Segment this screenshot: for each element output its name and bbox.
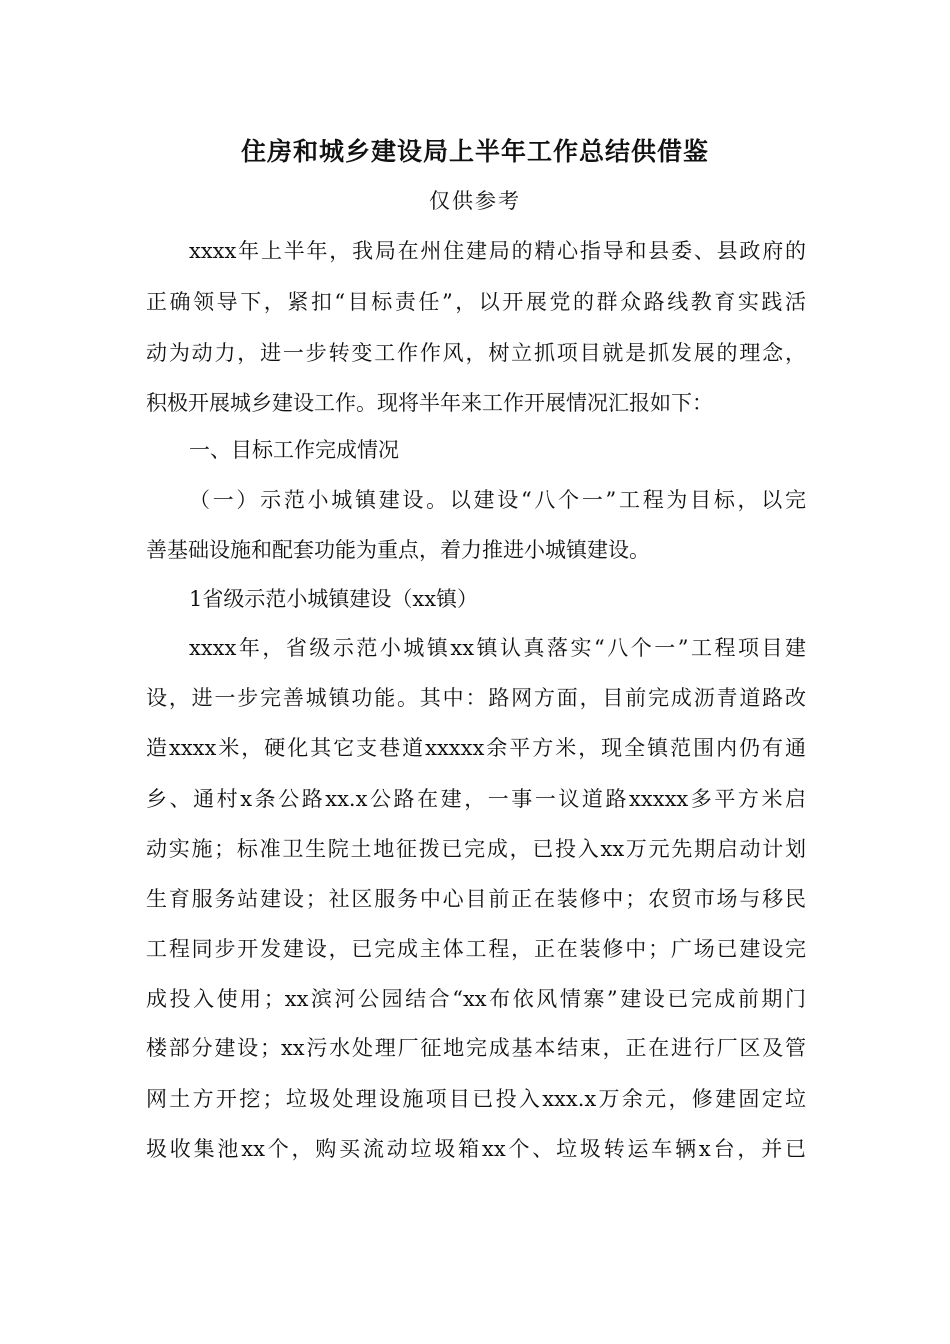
body-line: 设，进一步完善城镇功能。其中：路网方面，目前完成沥青道路改 xyxy=(146,686,806,710)
body-line: 圾收集池xx个，购买流动垃圾箱xx个、垃圾转运车辆x台，并已 xyxy=(146,1137,806,1161)
body-line: 造xxxx米，硬化其它支巷道xxxxx余平方米，现全镇范围内仍有通 xyxy=(146,736,806,760)
body-line: 生育服务站建设；社区服务中心目前正在装修中；农贸市场与移民 xyxy=(146,887,806,911)
body-line: 正确领导下，紧扣“目标责任”，以开展党的群众路线教育实践活 xyxy=(146,290,806,314)
document-title: 住房和城乡建设局上半年工作总结供借鉴 xyxy=(240,137,709,166)
body-line: xxxx年上半年，我局在州住建局的精心指导和县委、县政府的 xyxy=(189,239,806,263)
body-line: 工程同步开发建设，已完成主体工程，正在装修中；广场已建设完 xyxy=(146,937,806,961)
subsection-heading: 1省级示范小城镇建设（xx镇） xyxy=(189,587,479,611)
body-line: 积极开展城乡建设工作。现将半年来工作开展情况汇报如下： xyxy=(146,391,713,415)
body-line: 动为动力，进一步转变工作作风，树立抓项目就是抓发展的理念， xyxy=(146,341,806,365)
body-line: xxxx年，省级示范小城镇xx镇认真落实“八个一”工程项目建 xyxy=(189,636,806,660)
body-line: 成投入使用；xx滨河公园结合“xx布依风情寨”建设已完成前期门 xyxy=(146,987,806,1011)
body-line: 动实施；标准卫生院土地征拨已完成，已投入xx万元先期启动计划 xyxy=(146,837,806,861)
body-line: 楼部分建设；xx污水处理厂征地完成基本结束，正在进行厂区及管 xyxy=(146,1036,806,1060)
body-line: 善基础设施和配套功能为重点，着力推进小城镇建设。 xyxy=(146,538,650,562)
document-subtitle: 仅供参考 xyxy=(429,189,521,213)
body-line: 网土方开挖；垃圾处理设施项目已投入xxx.x万余元，修建固定垃 xyxy=(146,1087,806,1111)
section-heading: 一、目标工作完成情况 xyxy=(189,438,399,462)
body-line: 乡、通村x条公路xx.x公路在建，一事一议道路xxxxx多平方米启 xyxy=(146,787,806,811)
body-line: （一）示范小城镇建设。以建设“八个一”工程为目标，以完 xyxy=(189,488,806,512)
